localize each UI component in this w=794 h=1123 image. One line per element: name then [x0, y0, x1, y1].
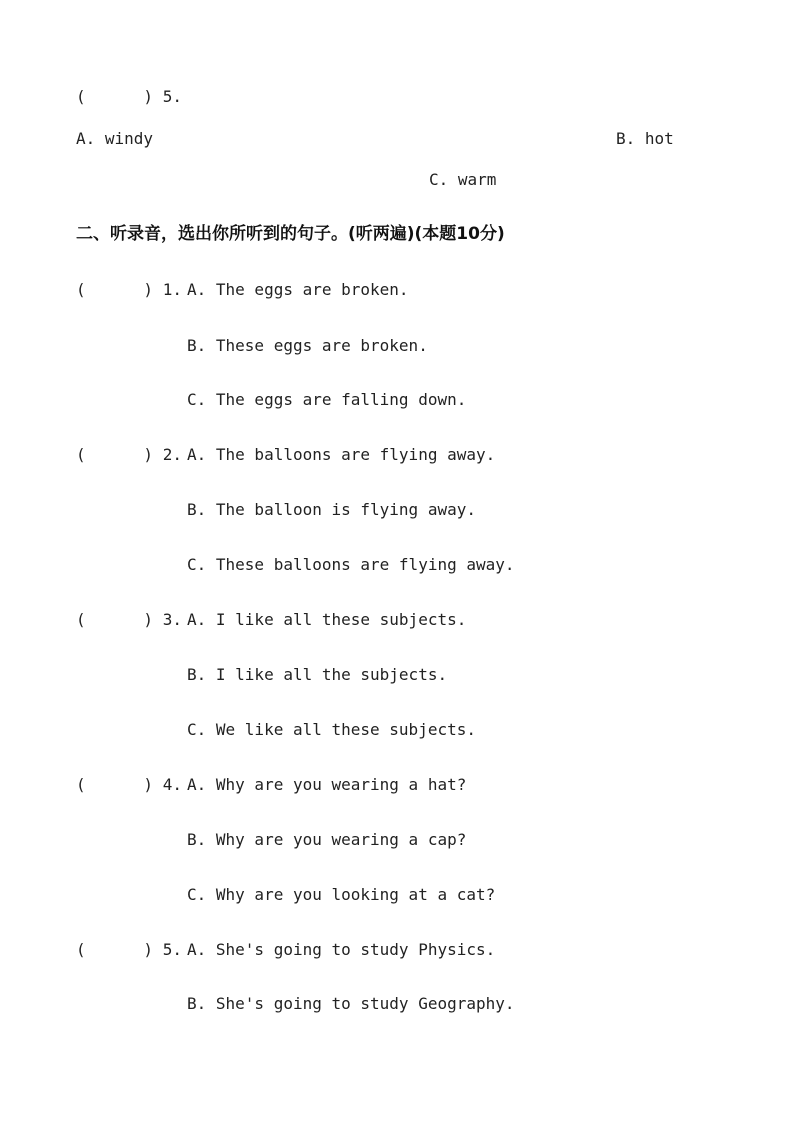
option-a: A. Why are you wearing a hat?: [187, 775, 467, 794]
option-c: C. The eggs are falling down.: [187, 390, 467, 409]
question-prefix: ( ) 2.: [76, 445, 182, 464]
option-b: B. These eggs are broken.: [187, 336, 428, 355]
question-prefix: ( ) 1.: [76, 280, 182, 299]
section-heading: 二、听录音，选出你所听到的句子。(听两遍)(本题10分): [76, 224, 505, 244]
option-b: B. Why are you wearing a cap?: [187, 830, 467, 849]
option-a: A. I like all these subjects.: [187, 610, 467, 629]
option-b: B. I like all the subjects.: [187, 665, 448, 684]
option-a: A. She's going to study Physics.: [187, 940, 496, 959]
question-prefix: ( ) 5.: [76, 940, 182, 959]
option-b: B. She's going to study Geography.: [187, 994, 515, 1013]
option-c: C. Why are you looking at a cat?: [187, 885, 496, 904]
option-a: A. windy: [76, 129, 154, 148]
question-prefix: ( ) 3.: [76, 610, 182, 629]
question-prefix: ( ) 4.: [76, 775, 182, 794]
option-a: A. The balloons are flying away.: [187, 445, 496, 464]
option-c: C. We like all these subjects.: [187, 720, 476, 739]
option-c: C. These balloons are flying away.: [187, 555, 515, 574]
option-c: C. warm: [429, 170, 497, 189]
option-a: A. The eggs are broken.: [187, 280, 409, 299]
option-b: B. hot: [616, 129, 674, 148]
option-b: B. The balloon is flying away.: [187, 500, 476, 519]
question-prefix: ( ) 5.: [76, 87, 182, 106]
